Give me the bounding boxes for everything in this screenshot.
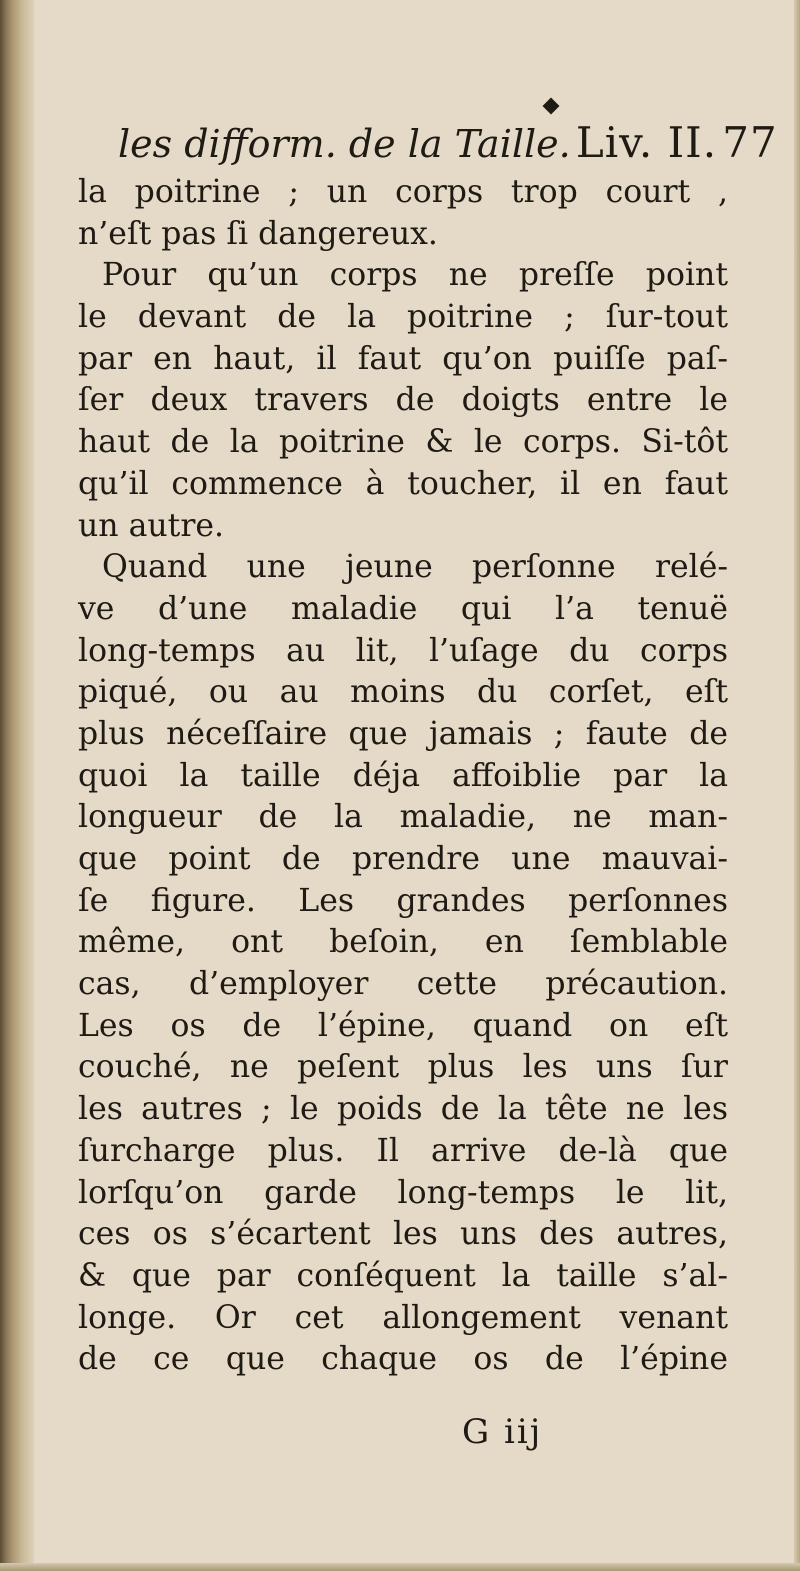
text-line: ces os s’écartent les uns des autres, xyxy=(78,1216,728,1253)
text-line: cas, d’employer cette précaution. xyxy=(78,966,728,1003)
text-line: la poitrine ; un corps trop court , xyxy=(78,174,728,210)
text-line: Les os de l’épine, quand on eſt xyxy=(78,1007,728,1044)
body-text xyxy=(78,172,728,1381)
text-line: les autres ; le poids de la tête ne les xyxy=(78,1091,728,1128)
page-edge-bottom xyxy=(0,1563,800,1571)
signature-mark: G iij xyxy=(462,1412,543,1452)
running-header xyxy=(118,118,778,174)
text-line: long-temps au lit, l’uſage du corps xyxy=(78,632,728,669)
text-line: un autre. xyxy=(78,507,225,544)
text-line: Pour qu’un corps ne preſſe point xyxy=(102,257,728,294)
book-number: Liv. II. xyxy=(575,118,718,167)
binding-gutter xyxy=(0,0,34,1571)
text-line: ve d’une maladie qui l’a tenuë xyxy=(78,590,728,627)
text-line: longueur de la maladie, ne man- xyxy=(78,799,728,836)
page-number: 77 xyxy=(722,118,778,167)
text-line: que point de prendre une mauvai- xyxy=(78,841,728,877)
text-line: piqué, ou au moins du corſet, eſt xyxy=(78,674,728,711)
text-line: de ce que chaque os de l’épine xyxy=(78,1341,728,1378)
text-line: ſer deux travers de doigts entre le xyxy=(78,382,728,419)
printer-ornament-icon xyxy=(543,98,560,115)
text-line: quoi la taille déja affoiblie par la xyxy=(78,757,728,794)
text-line: & que par conſéquent la taille s’al- xyxy=(78,1257,728,1294)
text-line: haut de la poitrine & le corps. Si-tôt xyxy=(78,424,728,461)
text-line: ſurcharge plus. Il arrive de-là que xyxy=(78,1132,728,1169)
text-line: n’eſt pas ſi dangereux. xyxy=(78,215,438,252)
text-line: par en haut, il faut qu’on puiſſe paſ- xyxy=(78,340,728,377)
text-line: qu’il commence à toucher, il en faut xyxy=(78,465,728,502)
text-line: lorſqu’on garde long-temps le lit, xyxy=(78,1174,728,1211)
text-line: même, ont beſoin, en ſemblable xyxy=(78,924,728,961)
text-line: Quand une jeune perſonne relé- xyxy=(102,549,728,586)
text-line: longe. Or cet allongement venant xyxy=(78,1299,728,1336)
running-title: les difform. de la Taille. xyxy=(118,122,571,166)
page-edge-right xyxy=(794,0,800,1571)
text-line: ſe figure. Les grandes perſonnes xyxy=(78,882,728,919)
text-line: couché, ne peſent plus les uns ſur xyxy=(78,1049,728,1086)
text-line: plus néceſſaire que jamais ; faute de xyxy=(78,715,728,752)
text-line: le devant de la poitrine ; ſur-tout xyxy=(78,299,728,336)
